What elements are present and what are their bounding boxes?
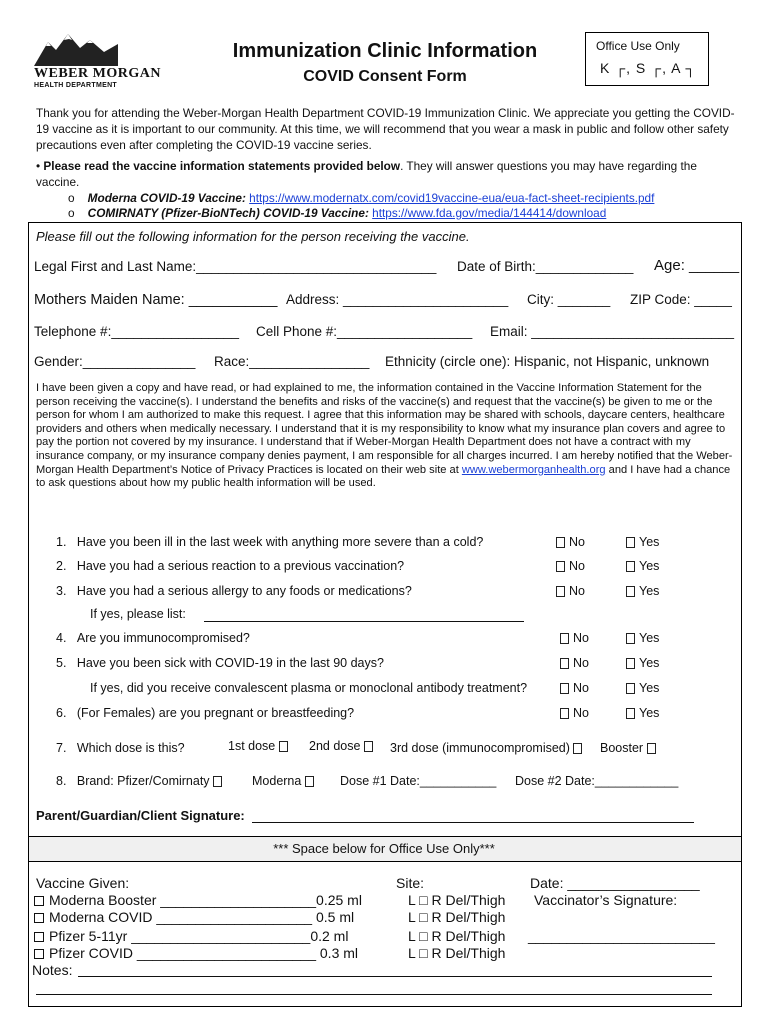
q2-no[interactable]: No bbox=[556, 559, 585, 573]
question-4: 4. Are you immunocompromised? bbox=[56, 631, 250, 645]
legal-name-field[interactable]: Legal First and Last Name:________________________________ bbox=[34, 259, 437, 274]
checkbox-icon[interactable] bbox=[305, 776, 314, 787]
email-field[interactable]: Email: ___________________________ bbox=[490, 324, 734, 339]
date-field[interactable]: Date: _________________ bbox=[530, 875, 700, 891]
question-6: 6. (For Females) are you pregnant or breastfeeding? bbox=[56, 706, 355, 720]
vis-bullet-bold: Please read the vaccine information statements provided below bbox=[43, 159, 401, 173]
q3-no[interactable]: No bbox=[556, 584, 585, 598]
vaccine-given-label: Vaccine Given: bbox=[36, 875, 130, 891]
checkbox-icon[interactable] bbox=[626, 708, 635, 719]
checkbox-icon[interactable] bbox=[34, 932, 44, 942]
site-row-4[interactable]: L □ R Del/Thigh bbox=[408, 945, 506, 961]
checkbox-icon[interactable] bbox=[626, 683, 635, 694]
q1-yes[interactable]: Yes bbox=[626, 535, 659, 549]
allergy-list-line[interactable] bbox=[204, 621, 524, 622]
telephone-field[interactable]: Telephone #:_________________ bbox=[34, 324, 239, 339]
office-use-label: Office Use Only bbox=[596, 39, 680, 53]
org-name: WEBER MORGAN bbox=[34, 66, 161, 81]
vaccinator-signature-line[interactable]: ________________________ bbox=[528, 928, 715, 944]
vis-bullet-rest: . They will answer questions you may have regarding the vaccine. bbox=[36, 159, 697, 189]
checkbox-icon[interactable] bbox=[626, 633, 635, 644]
notes-line-1[interactable] bbox=[78, 976, 712, 977]
vis-bullet: • Please read the vaccine information statements provided below. They will answer questions you may have regarding the vaccine. bbox=[36, 159, 697, 189]
notes-line-2[interactable] bbox=[36, 994, 712, 995]
dose-first[interactable]: 1st dose bbox=[228, 739, 292, 753]
question-3: 3. Have you had a serious allergy to any foods or medications? bbox=[56, 584, 412, 598]
question-7: 7. Which dose is this? bbox=[56, 741, 185, 755]
q2-yes[interactable]: Yes bbox=[626, 559, 659, 573]
checkbox-icon[interactable] bbox=[647, 743, 656, 754]
checkbox-icon[interactable] bbox=[573, 743, 582, 754]
site-row-1[interactable]: L □ R Del/Thigh bbox=[408, 892, 506, 908]
zip-field[interactable]: ZIP Code: _____ bbox=[630, 292, 732, 307]
mountain-logo-icon bbox=[34, 32, 118, 66]
question-2: 2. Have you had a serious reaction to a previous vaccination? bbox=[56, 559, 405, 573]
allergy-list-label: If yes, please list: bbox=[90, 607, 186, 621]
maiden-name-field[interactable]: Mothers Maiden Name: ___________ bbox=[34, 292, 278, 308]
question-5: 5. Have you been sick with COVID-19 in the last 90 days? bbox=[56, 656, 384, 670]
cell-phone-field[interactable]: Cell Phone #:__________________ bbox=[256, 324, 473, 339]
checkbox-icon[interactable] bbox=[364, 741, 373, 752]
dose-third[interactable]: 3rd dose (immunocompromised) bbox=[390, 741, 586, 755]
question-8: 8. Brand: Pfizer/Comirnaty bbox=[56, 774, 226, 788]
checkbox-icon[interactable] bbox=[556, 586, 565, 597]
q6-no[interactable]: No bbox=[560, 706, 589, 720]
city-field[interactable]: City: _______ bbox=[527, 292, 611, 307]
checkbox-icon[interactable] bbox=[556, 561, 565, 572]
address-field[interactable]: Address: ______________________ bbox=[286, 292, 509, 307]
age-field[interactable]: Age: ______ bbox=[654, 257, 740, 274]
checkbox-icon[interactable] bbox=[626, 537, 635, 548]
intro-paragraph: Thank you for attending the Weber-Morgan Health Department COVID-19 Immunization Clinic. We appreciate you getting the COVID-19 vaccine as it is important to our community. At this time, we will recommend that you wear a mask in public and follow other safety precautions even after completing the COVID-19 vaccine series. bbox=[36, 106, 735, 152]
site-label: Site: bbox=[396, 875, 425, 891]
checkbox-icon[interactable] bbox=[34, 949, 44, 959]
vis-link-moderna-row: o Moderna COVID-19 Vaccine: https://www.modernatx.com/covid19vaccine-eua/eua-fact-sheet-recipients.pdf bbox=[68, 191, 655, 205]
q3-yes[interactable]: Yes bbox=[626, 584, 659, 598]
q4-yes[interactable]: Yes bbox=[626, 631, 659, 645]
q1-no[interactable]: No bbox=[556, 535, 585, 549]
dose-second[interactable]: 2nd dose bbox=[309, 739, 377, 753]
q5a-no[interactable]: No bbox=[560, 681, 589, 695]
race-field[interactable]: Race:________________ bbox=[214, 354, 370, 369]
dose2-date-field[interactable]: Dose #2 Date:____________ bbox=[515, 774, 679, 788]
checkbox-icon[interactable] bbox=[560, 683, 569, 694]
signature-label: Parent/Guardian/Client Signature: bbox=[36, 808, 245, 823]
dose-booster[interactable]: Booster bbox=[600, 741, 660, 755]
checkbox-icon[interactable] bbox=[560, 708, 569, 719]
checkbox-icon[interactable] bbox=[34, 913, 44, 923]
checkbox-icon[interactable] bbox=[34, 896, 44, 906]
q5-no[interactable]: No bbox=[560, 656, 589, 670]
org-department: HEALTH DEPARTMENT bbox=[34, 82, 118, 89]
site-row-3[interactable]: L □ R Del/Thigh bbox=[408, 928, 506, 944]
q6-yes[interactable]: Yes bbox=[626, 706, 659, 720]
vaccinator-signature-label: Vaccinator’s Signature: bbox=[534, 892, 678, 908]
checkbox-icon[interactable] bbox=[279, 741, 288, 752]
office-use-band-text: *** Space below for Office Use Only*** bbox=[273, 841, 495, 856]
consent-part2: and I have had a chance to ask questions about how my public health information will be used. bbox=[36, 463, 731, 490]
office-use-box bbox=[585, 32, 709, 86]
vis-link-pfizer[interactable]: https://www.fda.gov/media/144414/download bbox=[372, 206, 607, 220]
vis-link-moderna[interactable]: https://www.modernatx.com/covid19vaccine-eua/eua-fact-sheet-recipients.pdf bbox=[249, 191, 655, 205]
question-5a: If yes, did you receive convalescent plasma or monoclonal antibody treatment? bbox=[90, 681, 528, 695]
question-1: 1. Have you been ill in the last week with anything more severe than a cold? bbox=[56, 535, 484, 549]
office-use-codes: K ┌, S ┌, A ┐ bbox=[600, 60, 697, 76]
checkbox-icon[interactable] bbox=[556, 537, 565, 548]
notes-label: Notes: bbox=[32, 962, 73, 978]
vaccine-row-pfizer-covid[interactable]: Pfizer COVID _______________________ 0.3 ml bbox=[34, 945, 358, 961]
checkbox-icon[interactable] bbox=[626, 561, 635, 572]
ethnicity-field[interactable]: Ethnicity (circle one): Hispanic, not Hispanic, unknown bbox=[385, 354, 710, 369]
q4-no[interactable]: No bbox=[560, 631, 589, 645]
form-prompt: Please fill out the following information for the person receiving the vaccine. bbox=[36, 229, 470, 244]
gender-field[interactable]: Gender:_______________ bbox=[34, 354, 196, 369]
checkbox-icon[interactable] bbox=[213, 776, 222, 787]
vis-link-pfizer-label: COMIRNATY (Pfizer-BioNTech) COVID-19 Vaccine bbox=[87, 206, 365, 220]
vis-link-moderna-label: Moderna COVID-19 Vaccine bbox=[87, 191, 242, 205]
q5a-yes[interactable]: Yes bbox=[626, 681, 659, 695]
checkbox-icon[interactable] bbox=[560, 658, 569, 669]
vaccine-row-moderna-booster[interactable]: Moderna Booster ____________________0.25 ml bbox=[34, 892, 362, 908]
vis-link-pfizer-row: o COMIRNATY (Pfizer-BioNTech) COVID-19 Vaccine: https://www.fda.gov/media/144414/download bbox=[68, 206, 607, 220]
signature-line[interactable] bbox=[252, 822, 694, 823]
checkbox-icon[interactable] bbox=[560, 633, 569, 644]
consent-paragraph bbox=[36, 382, 736, 491]
dose1-date-field[interactable]: Dose #1 Date:___________ bbox=[340, 774, 497, 788]
page-title: Immunization Clinic Information bbox=[232, 40, 538, 62]
brand-moderna[interactable]: Moderna bbox=[252, 774, 318, 788]
q5-yes[interactable]: Yes bbox=[626, 656, 659, 670]
privacy-link[interactable]: www.webermorganhealth.org bbox=[461, 463, 606, 476]
checkbox-icon[interactable] bbox=[626, 658, 635, 669]
page-subtitle: COVID Consent Form bbox=[303, 68, 467, 85]
consent-part1: I have been given a copy and have read, or had explained to me, the information contained in the Vaccine Information Statement for the person receiving the vaccine(s). I understand the benefits and risks of the vaccine(s) and request that the vaccine(s) be given to me or the person for whom I am authorized to make this request. I agree that this information may be shared with schools, daycare centers, healthcare providers and others when medically necessary. I understand that it is my responsibility to know what my insurance plan covers and agree to pay the portion not covered by my insurance. I understand that if Weber-Morgan Health Department does not have a contract with my insurance company, or my insurance company denies payment, I am responsible for all charges incurred. I am hereby notified that the Weber-Morgan Health Department’s Notice of Privacy Practices is located on their web site at bbox=[36, 382, 733, 476]
site-row-2[interactable]: L □ R Del/Thigh bbox=[408, 909, 506, 925]
dob-field[interactable]: Date of Birth:_____________ bbox=[457, 259, 634, 274]
vaccine-row-pfizer-5-11[interactable]: Pfizer 5-11yr _______________________0.2 ml bbox=[34, 928, 348, 944]
checkbox-icon[interactable] bbox=[626, 586, 635, 597]
vaccine-row-moderna-covid[interactable]: Moderna COVID ____________________ 0.5 ml bbox=[34, 909, 354, 925]
